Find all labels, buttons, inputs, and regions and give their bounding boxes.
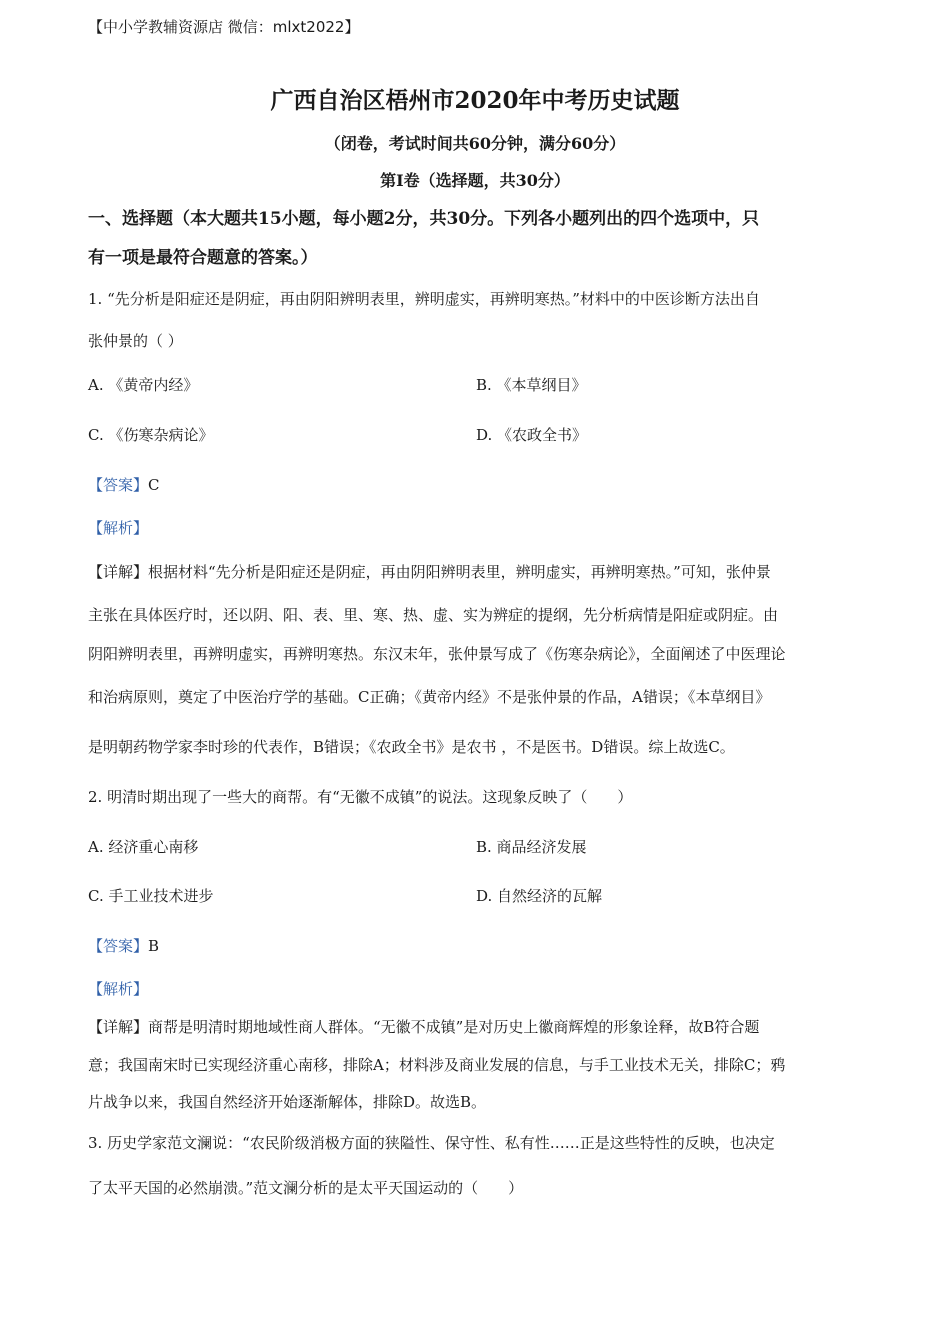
detail-line: 和治病原则，奠定了中医治疗学的基础。C正确；《黄帝内经》不是张仲景的作品，A错误；《本草纲目》 <box>88 688 771 706</box>
answer <box>88 474 160 495</box>
option-a: A. 经济重心南移 <box>88 838 199 856</box>
question-stem: 3. 历史学家范文澜说：“农民阶级消极方面的狭隘性、保守性、私有性……正是这些特性的反映，也决定 <box>88 1134 775 1152</box>
watermark: 【中小学教辅资源店 微信：mlxt2022】 <box>88 18 360 36</box>
detail-line: 意；我国南宋时已实现经济重心南移，排除A；材料涉及商业发展的信息，与手工业技术无关，排除C；鸦 <box>88 1056 786 1074</box>
question-stem: 2. 明清时期出现了一些大的商帮。有“无徽不成镇”的说法。这现象反映了（ ） <box>88 788 633 806</box>
detail-line: 是明朝药物学家李时珍的代表作，B错误；《农政全书》是农书 ，不是医书。D错误。综上故选C。 <box>88 738 735 756</box>
exam-info: （闭卷，考试时间共60分钟，满分60分） <box>324 134 626 153</box>
option-c: C. 《伤寒杂病论》 <box>88 426 214 444</box>
answer-label: 【答案】 <box>88 476 149 494</box>
analysis-label: 【解析】 <box>88 519 149 537</box>
section-title: 第Ⅰ卷（选择题，共30分） <box>380 171 570 190</box>
detail-line: 片战争以来，我国自然经济开始逐渐解体，排除D。故选B。 <box>88 1093 487 1111</box>
option-a: A. 《黄帝内经》 <box>88 376 199 394</box>
option-b: B. 商品经济发展 <box>476 838 587 856</box>
option-b: B. 《本草纲目》 <box>476 376 587 394</box>
option-c: C. 手工业技术进步 <box>88 887 214 905</box>
answer-label: 【答案】 <box>88 937 149 955</box>
question-stem: 1. “先分析是阳症还是阴症，再由阴阳辨明表里，辨明虚实，再辨明寒热。”材料中的中医诊断方法出自 <box>88 290 760 308</box>
instructions-line: 一、选择题（本大题共15小题，每小题2分，共30分。下列各小题列出的四个选项中，只 <box>88 209 760 229</box>
question-stem: 了太平天国的必然崩溃。”范文澜分析的是太平天国运动的（ ） <box>88 1179 524 1197</box>
answer-value: B <box>148 937 160 955</box>
detail-line: 【详解】根据材料“先分析是阳症还是阴症，再由阴阳辨明表里，辨明虚实，再辨明寒热。”可知，张仲景 <box>88 563 771 581</box>
detail-line: 【详解】商帮是明清时期地域性商人群体。“无徽不成镇”是对历史上徽商辉煌的形象诠释，故B符合题 <box>88 1018 760 1036</box>
option-d: D. 《农政全书》 <box>476 426 588 444</box>
answer <box>88 935 159 956</box>
detail-line: 主张在具体医疗时，还以阴、阳、表、里、寒、热、虚、实为辨症的提纲，先分析病情是阳症或阴症。由 <box>88 606 779 624</box>
option-d: D. 自然经济的瓦解 <box>476 887 603 905</box>
instructions-line: 有一项是最符合题意的答案。） <box>88 248 318 268</box>
detail-line: 阴阳辨明表里，再辨明虚实，再辨明寒热。东汉末年，张仲景写成了《伤寒杂病论》，全面阐述了中医理论 <box>88 645 786 663</box>
question-stem: 张仲景的（ ） <box>88 332 183 350</box>
analysis-label: 【解析】 <box>88 980 149 998</box>
page-title: 广西自治区梧州市2020年中考历史试题 <box>270 87 680 114</box>
answer-value: C <box>148 476 160 494</box>
